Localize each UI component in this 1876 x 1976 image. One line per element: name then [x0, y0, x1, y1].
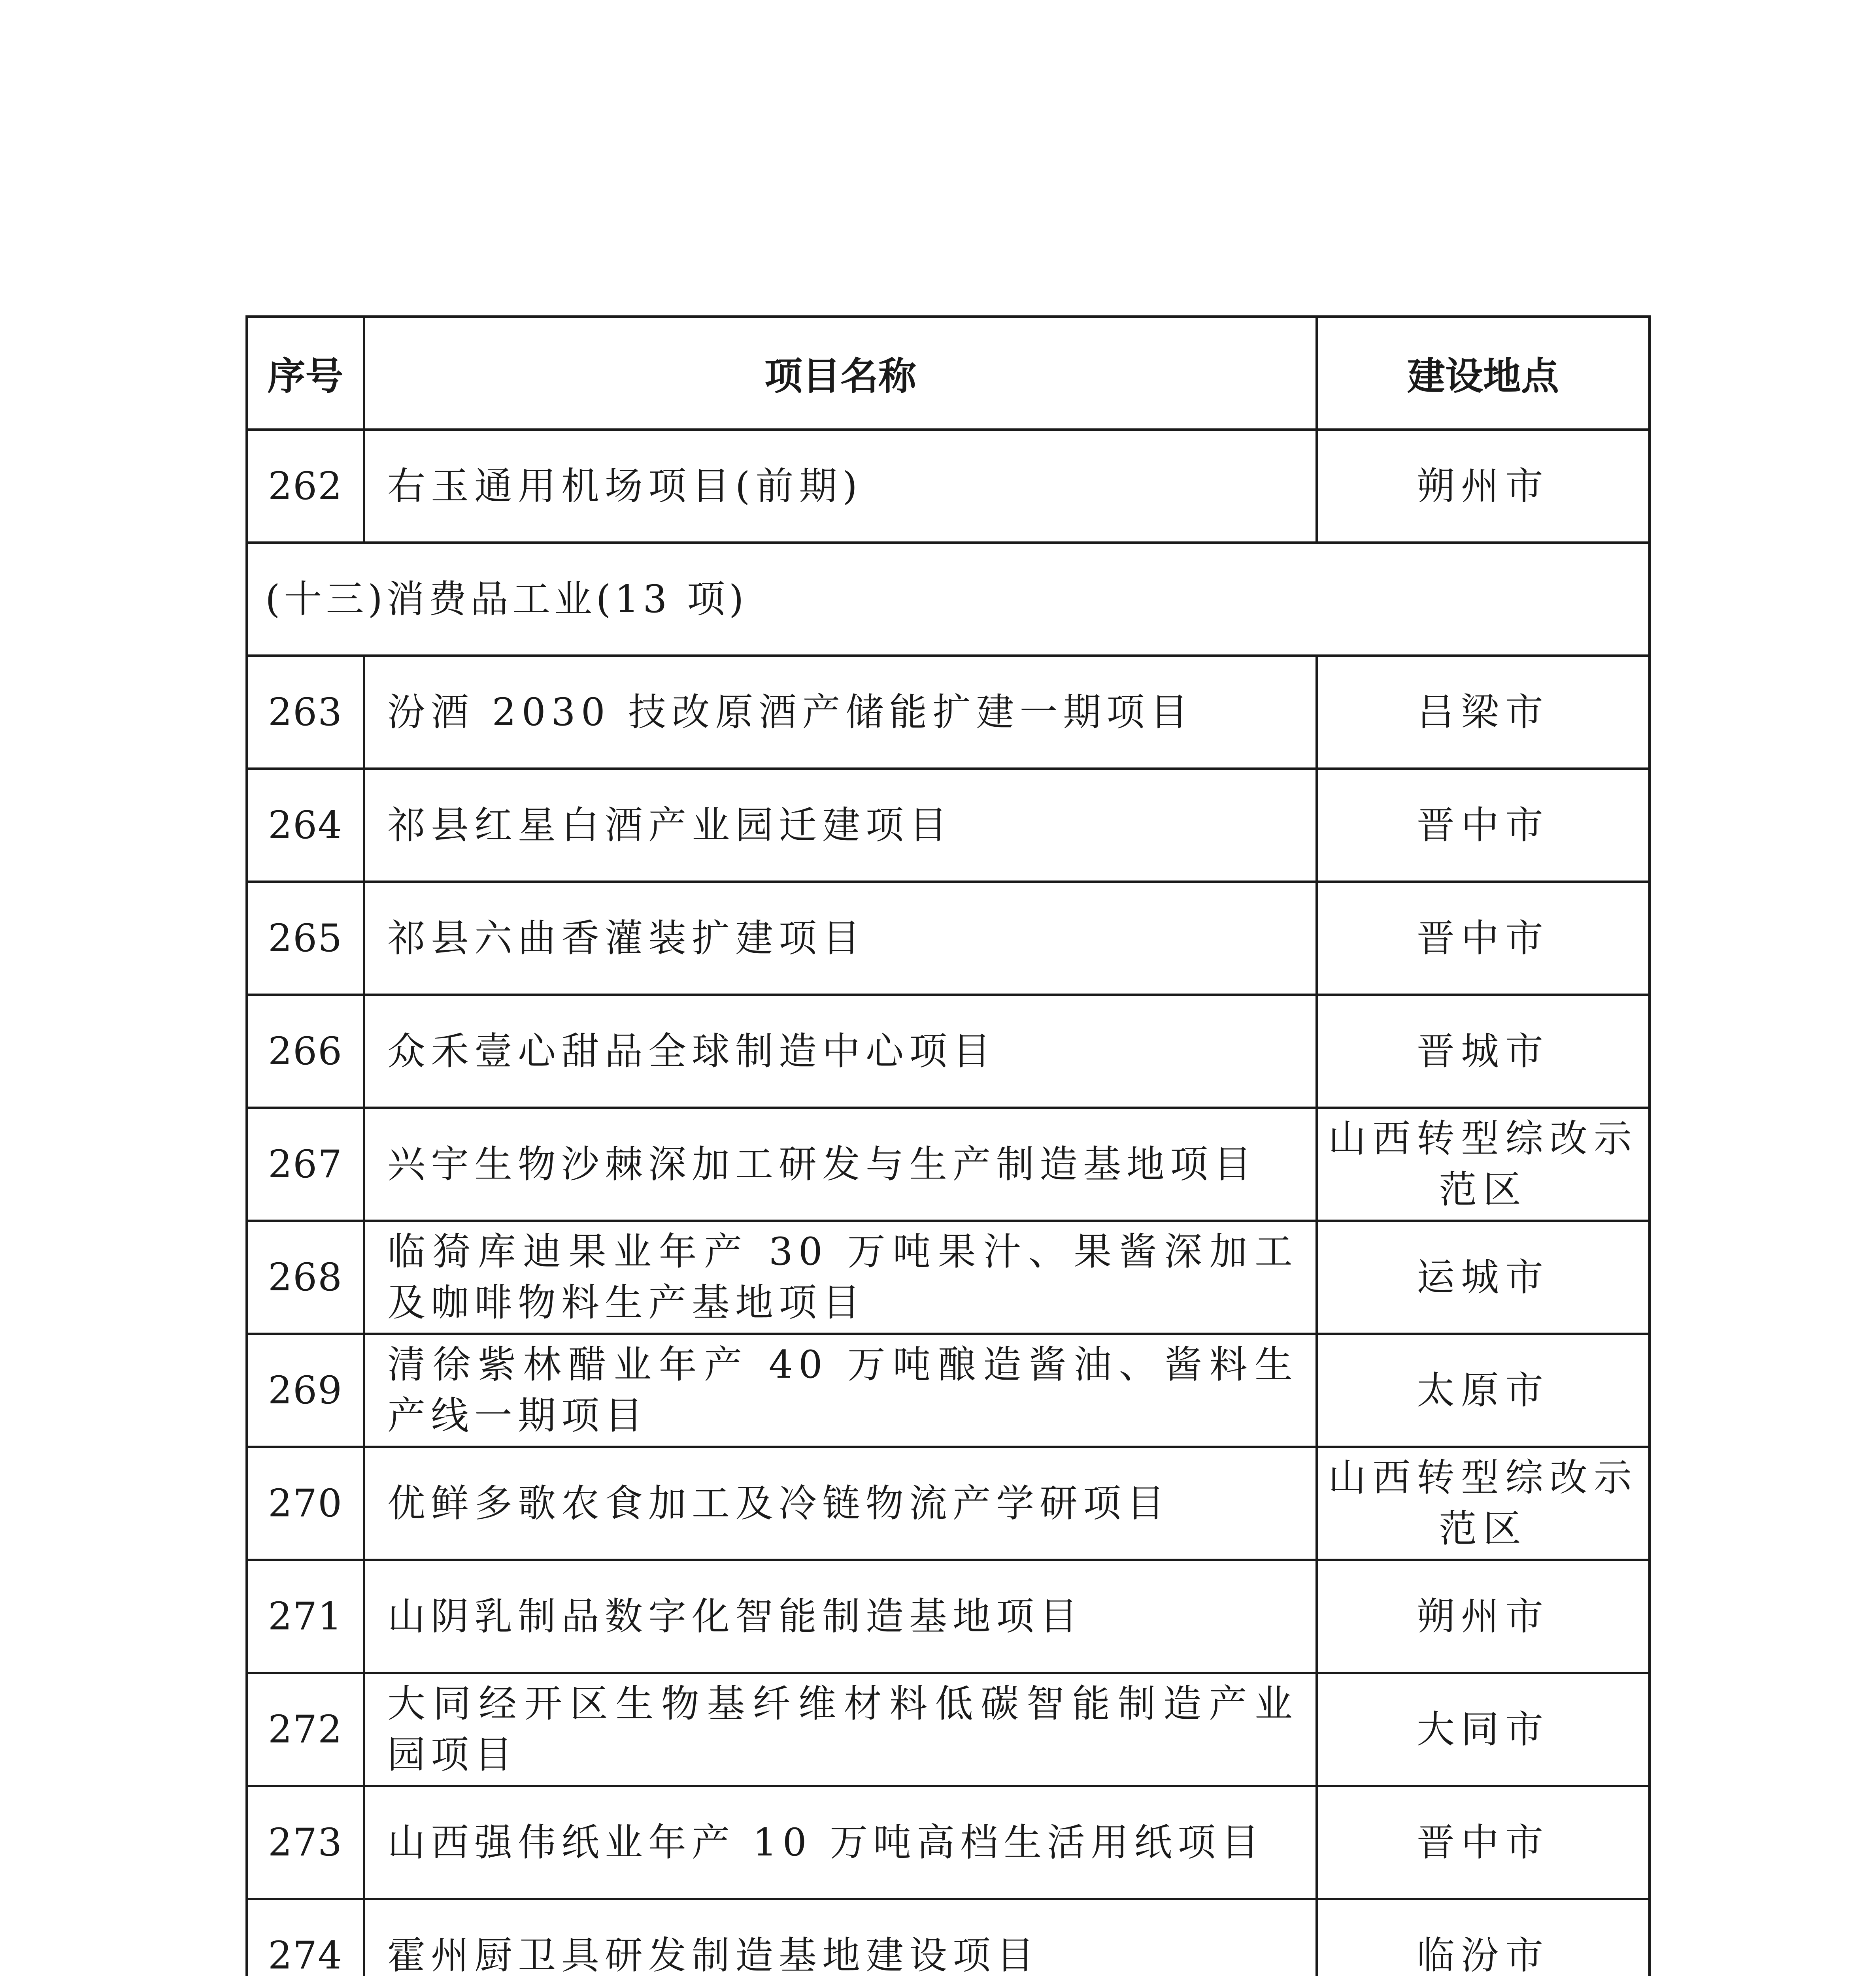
- table-row: [247, 882, 1650, 995]
- row-construction-site: 山西转型综改示范区: [1317, 1108, 1650, 1221]
- table-row: [247, 1899, 1650, 1976]
- row-construction-site: 大同市: [1317, 1673, 1650, 1786]
- table-row: [247, 1334, 1650, 1447]
- table-row: [247, 995, 1650, 1108]
- table-row: [247, 1447, 1650, 1560]
- row-serial-number: 264: [247, 769, 364, 882]
- header-serial-number: 序号: [247, 317, 364, 430]
- row-serial-number: 269: [247, 1334, 364, 1447]
- row-construction-site: 运城市: [1317, 1221, 1650, 1334]
- row-serial-number: 266: [247, 995, 364, 1108]
- row-serial-number: 265: [247, 882, 364, 995]
- row-serial-number: 262: [247, 430, 364, 543]
- row-construction-site: 太原市: [1317, 1334, 1650, 1447]
- row-project-name: 临猗库迪果业年产 30 万吨果汁、果酱深加工及咖啡物料生产基地项目: [364, 1221, 1317, 1334]
- row-serial-number: 263: [247, 656, 364, 769]
- row-project-name: 大同经开区生物基纤维材料低碳智能制造产业园项目: [364, 1673, 1317, 1786]
- project-list-table: [245, 315, 1651, 1976]
- table-row: [247, 1221, 1650, 1334]
- table-row: [247, 430, 1650, 543]
- row-construction-site: 晋中市: [1317, 769, 1650, 882]
- row-serial-number: 270: [247, 1447, 364, 1560]
- row-project-name: 优鲜多歌农食加工及冷链物流产学研项目: [364, 1447, 1317, 1560]
- row-project-name: 清徐紫林醋业年产 40 万吨酿造酱油、酱料生产线一期项目: [364, 1334, 1317, 1447]
- row-project-name: 汾酒 2030 技改原酒产储能扩建一期项目: [364, 656, 1317, 769]
- row-construction-site: 晋中市: [1317, 882, 1650, 995]
- row-construction-site: 吕梁市: [1317, 656, 1650, 769]
- row-construction-site: 山西转型综改示范区: [1317, 1447, 1650, 1560]
- table-row: [247, 1560, 1650, 1673]
- row-project-name: 兴宇生物沙棘深加工研发与生产制造基地项目: [364, 1108, 1317, 1221]
- table-row: [247, 1786, 1650, 1899]
- row-project-name: 霍州厨卫具研发制造基地建设项目: [364, 1899, 1317, 1976]
- section-heading-consumer-goods: (十三)消费品工业(13 项): [247, 543, 1650, 656]
- table-row: [247, 769, 1650, 882]
- row-project-name: 山阴乳制品数字化智能制造基地项目: [364, 1560, 1317, 1673]
- row-project-name: 山西强伟纸业年产 10 万吨高档生活用纸项目: [364, 1786, 1317, 1899]
- row-serial-number: 268: [247, 1221, 364, 1334]
- row-construction-site: 朔州市: [1317, 430, 1650, 543]
- section-row: [247, 543, 1650, 656]
- row-project-name: 右玉通用机场项目(前期): [364, 430, 1317, 543]
- row-construction-site: 晋城市: [1317, 995, 1650, 1108]
- header-project-name: 项目名称: [364, 317, 1317, 430]
- table-row: [247, 1108, 1650, 1221]
- row-project-name: 祁县红星白酒产业园迁建项目: [364, 769, 1317, 882]
- row-serial-number: 272: [247, 1673, 364, 1786]
- row-serial-number: 267: [247, 1108, 364, 1221]
- header-construction-site: 建设地点: [1317, 317, 1650, 430]
- row-serial-number: 273: [247, 1786, 364, 1899]
- row-serial-number: 274: [247, 1899, 364, 1976]
- table-row: [247, 1673, 1650, 1786]
- row-construction-site: 朔州市: [1317, 1560, 1650, 1673]
- table-header-row: [247, 317, 1650, 430]
- table-row: [247, 656, 1650, 769]
- row-serial-number: 271: [247, 1560, 364, 1673]
- row-project-name: 祁县六曲香灌装扩建项目: [364, 882, 1317, 995]
- row-project-name: 众禾壹心甜品全球制造中心项目: [364, 995, 1317, 1108]
- row-construction-site: 临汾市: [1317, 1899, 1650, 1976]
- row-construction-site: 晋中市: [1317, 1786, 1650, 1899]
